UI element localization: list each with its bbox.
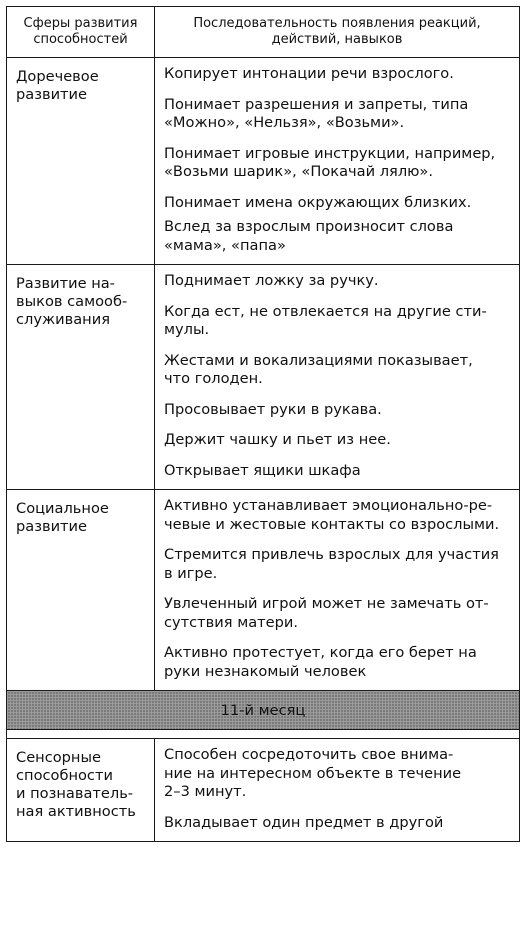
list-item: Открывает ящики шкафа — [164, 461, 361, 479]
development-table — [6, 6, 520, 842]
sphere-label: Развитие на- выков самооб- служивания — [16, 275, 128, 328]
list-item: Жестами и вокализациями показывает, что голоден. — [164, 351, 473, 387]
month-label: 11-й месяц — [7, 691, 520, 730]
section-row-prespeech — [7, 58, 520, 265]
header-sequence-cell — [155, 7, 520, 58]
sphere-cell — [7, 265, 155, 490]
list-item: Активно протестует, когда его берет на руки незнакомый человек — [164, 644, 477, 680]
sphere-cell — [7, 739, 155, 842]
items-cell — [155, 58, 520, 265]
list-item: Поднимает ложку за ручку. — [164, 272, 379, 289]
list-item: Когда ест, не отвлекается на другие сти- мулы. — [164, 302, 487, 338]
section-row-sensory — [7, 739, 520, 842]
spacer-row — [7, 730, 520, 739]
list-item: Увлеченный игрой может не замечать от- сутствия матери. — [164, 595, 489, 631]
header-sequence-label: Последовательность появления реакций, действий, навыков — [193, 16, 481, 47]
list-item: Стремится привлечь взрослых для участия в игре. — [164, 546, 499, 582]
header-spheres-cell — [7, 7, 155, 58]
section-row-self-care — [7, 265, 520, 490]
sphere-cell — [7, 490, 155, 691]
list-item: Понимает разрешения и запреты, типа «Можно», «Нельзя», «Возьми». — [164, 95, 469, 131]
month-row — [7, 691, 520, 730]
sphere-cell — [7, 58, 155, 265]
header-spheres-label: Сферы развития способностей — [23, 16, 138, 47]
list-item: Понимает игровые инструкции, например, «Возьми шарик», «Покачай лялю». — [164, 144, 496, 180]
list-item: Понимает имена окружающих близких. — [164, 193, 472, 211]
list-item: Копирует интонации речи взрослого. — [164, 65, 454, 82]
list-item: Держит чашку и пьет из нее. — [164, 431, 391, 448]
list-item: Активно устанавливает эмоционально-ре- чевые и жестовые контакты со взрослыми. — [164, 497, 500, 533]
items-cell — [155, 739, 520, 842]
list-item: Вкладывает один предмет в другой — [164, 813, 444, 831]
section-row-social — [7, 490, 520, 691]
list-item: Просовывает руки в рукава. — [164, 400, 382, 418]
development-table-grid — [6, 6, 520, 842]
sphere-label: Сенсорные способности и познаватель- ная активность — [16, 749, 136, 820]
sphere-label: Доречевое развитие — [16, 68, 99, 103]
table-body — [7, 7, 520, 842]
list-item: Вслед за взрослым произносит слова «мама», «папа» — [164, 218, 454, 254]
sphere-label: Социальное развитие — [16, 500, 109, 535]
items-cell — [155, 265, 520, 490]
spacer-cell — [7, 730, 520, 739]
list-item: Способен сосредоточить свое внима- ние на интересном объекте в течение 2–3 минут. — [164, 746, 462, 800]
header-row — [7, 7, 520, 58]
items-cell — [155, 490, 520, 691]
